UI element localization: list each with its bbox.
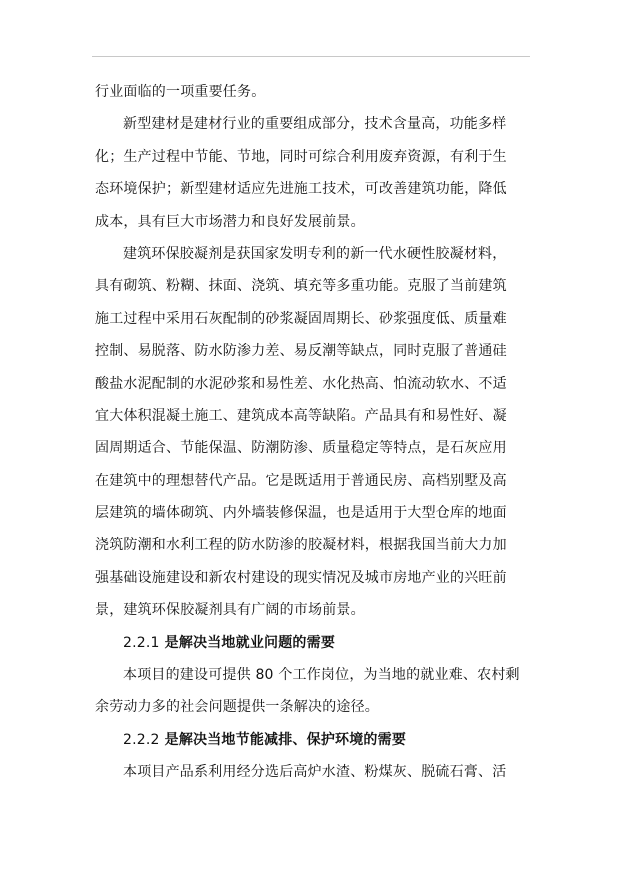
section-title: 是解决当地就业问题的需要 (164, 634, 336, 651)
paragraph-line: 态环境保护；新型建材适应先进施工技术，可改善建筑功能，降低 (95, 181, 507, 198)
document-body (95, 76, 527, 789)
section-heading-2-2-2 (95, 724, 527, 756)
paragraph-new-materials (95, 108, 527, 238)
paragraph-line: 新型建材是建材行业的重要组成部分，技术含量高，功能多样 (123, 116, 507, 133)
paragraph-adhesive (95, 238, 527, 627)
paragraph-line: 余劳动力多的社会问题提供一条解决的途径。 (95, 699, 379, 716)
paragraph-line: 酸盐水泥配制的水泥砂浆和易性差、水化热高、怕流动软水、不适 (95, 375, 507, 392)
section-number: 2.2.2 (123, 731, 160, 748)
section-number: 2.2.1 (123, 634, 160, 651)
paragraph-line: 建筑环保胶凝剂是获国家发明专利的新一代水硬性胶凝材料， (123, 245, 507, 262)
intro-line: 行业面临的一项重要任务。 (95, 84, 266, 100)
paragraph-line: 层建筑的墙体砌筑、内外墙装修保温，也是适用于大型仓库的地面 (95, 505, 507, 522)
section-heading-2-2-1 (95, 627, 527, 659)
paragraph-line: 固周期适合、节能保温、防潮防渗、质量稳定等特点，是石灰应用 (95, 440, 507, 457)
paragraph-line: 具有砌筑、粉糊、抹面、浇筑、填充等多重功能。克服了当前建筑 (95, 278, 507, 295)
paragraph-line: 本项目产品系利用经分选后高炉水渣、粉煤灰、脱硫石膏、活 (123, 764, 507, 781)
section-title: 是解决当地节能减排、保护环境的需要 (164, 731, 407, 748)
paragraph-line: 控制、易脱落、防水防渗力差、易反潮等缺点，同时克服了普通硅 (95, 343, 507, 360)
paragraph-line: 强基础设施建设和新农村建设的现实情况及城市房地产业的兴旺前 (95, 569, 507, 586)
paragraph-line: 成本，具有巨大市场潜力和良好发展前景。 (95, 213, 365, 230)
paragraph-environment (95, 756, 527, 788)
paragraph-line: 化；生产过程中节能、节地，同时可综合利用废弃资源，有利于生 (95, 148, 507, 165)
paragraph-line: 在建筑中的理想替代产品。它是既适用于普通民房、高档别墅及高 (95, 472, 507, 489)
paragraph-line: 施工过程中采用石灰配制的砂浆凝固周期长、砂浆强度低、质量难 (95, 310, 507, 327)
header-divider (92, 56, 530, 57)
paragraph-line: 宜大体积混凝土施工、建筑成本高等缺陷。产品具有和易性好、凝 (95, 407, 507, 424)
paragraph-line: 本项目的建设可提供 80 个工作岗位，为当地的就业难、农村剩 (123, 667, 520, 684)
paragraph-line: 景，建筑环保胶凝剂具有广阔的市场前景。 (95, 602, 365, 619)
paragraph-employment (95, 659, 527, 724)
paragraph-line: 浇筑防潮和水利工程的防水防渗的胶凝材料，根据我国当前大力加 (95, 537, 507, 554)
